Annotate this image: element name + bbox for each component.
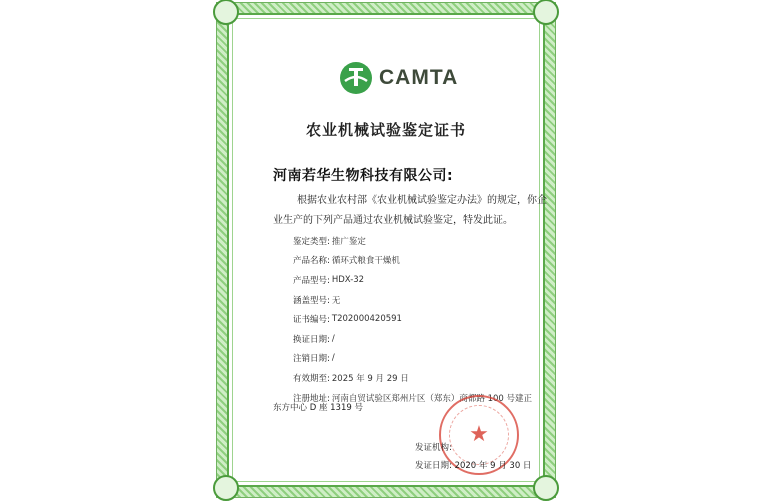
field-label: 注册地址: [293, 393, 330, 404]
field-label: 有效期至: [293, 373, 330, 384]
field-value: 2025 年 9 月 29 日 [331, 373, 409, 384]
certificate-title: 农业机械试验鉴定证书 [305, 121, 466, 139]
field-label: 鉴定类型: [293, 236, 330, 247]
corner-ornament [533, 475, 559, 501]
company-name: 河南若华生物科技有限公司: [273, 168, 454, 184]
corner-ornament [213, 0, 239, 25]
corner-ornament [213, 475, 239, 501]
field-value: HDX-32 [331, 274, 365, 285]
field-label: 产品名称: [293, 256, 330, 267]
field-label: 涵盖型号: [293, 295, 330, 306]
address-continuation: 东方中心 D 座 1319 号 [273, 403, 363, 413]
corner-ornament [533, 0, 559, 25]
field-row [293, 329, 555, 349]
camta-logo-icon [339, 61, 373, 95]
issuer-label: 发证机构: [415, 443, 452, 453]
field-value: 无 [331, 295, 341, 306]
logo-text: CAMTA [379, 66, 459, 89]
field-value: 循环式粮食干燥机 [331, 256, 400, 267]
field-label: 证书编号: [293, 315, 330, 326]
field-label: 产品型号: [293, 275, 330, 286]
certificate [216, 2, 556, 498]
field-value: / [331, 353, 335, 364]
field-label: 换证日期: [293, 334, 330, 345]
field-row [293, 349, 555, 369]
field-value: 推广鉴定 [331, 236, 366, 247]
field-row [293, 231, 555, 251]
field-value: 河南自贸试验区郑州片区（郑东）商都路 100 号建正 [331, 393, 533, 404]
field-row [293, 309, 555, 329]
camta-logo [339, 61, 469, 95]
field-row [293, 368, 555, 388]
issue-date: 发证日期: 2020 年 9 月 30 日 [415, 461, 532, 471]
field-row [293, 251, 555, 271]
field-value: T202000420591 [331, 314, 402, 325]
field-label: 注销日期: [293, 354, 330, 365]
field-row [293, 270, 555, 290]
certificate-statement: 根据农业农村部《农业机械试验鉴定办法》的规定，你企业生产的下列产品通过农业机械试验鉴定，特发此证。 [273, 195, 547, 226]
field-value: / [331, 333, 335, 344]
star-icon: ★ [469, 422, 489, 447]
certificate-inner-border [227, 13, 545, 487]
certificate-fields [293, 231, 555, 407]
field-row [293, 290, 555, 310]
